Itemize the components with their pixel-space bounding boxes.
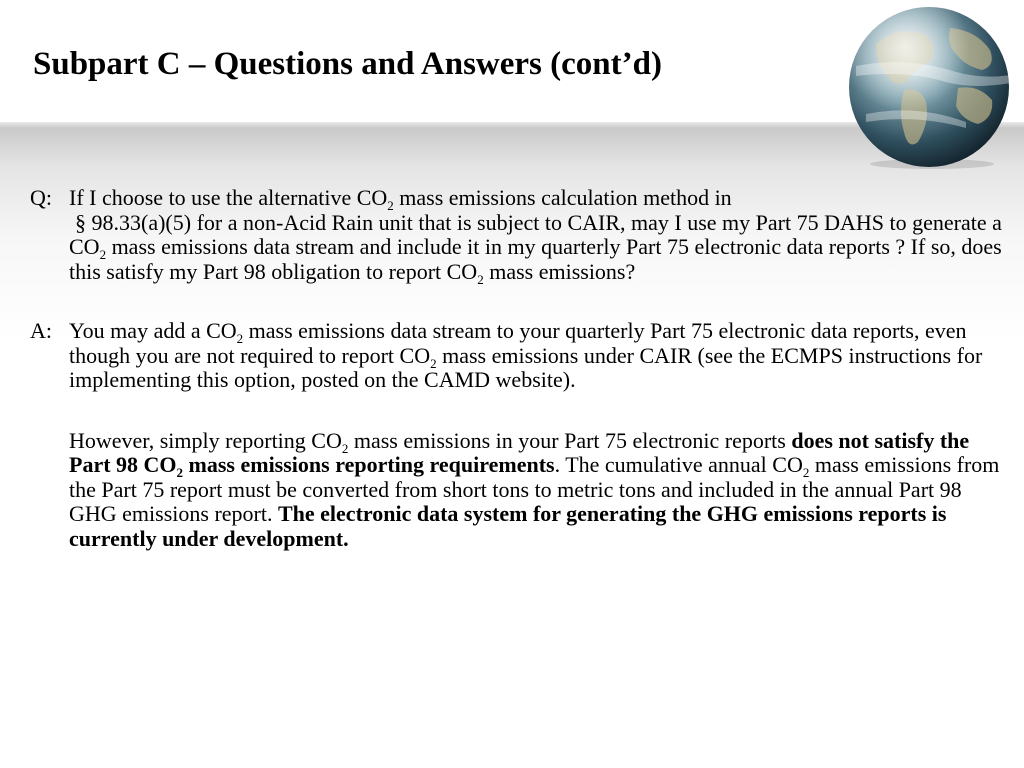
note-text: However, simply reporting CO — [69, 427, 342, 453]
note-text: mass emissions in your Part 75 electronic reports — [348, 427, 792, 453]
slide-title: Subpart C – Questions and Answers (cont’d) — [33, 46, 662, 82]
answer-text: mass emissions data stream to your quarterly Part 75 electronic data reports, even though you are not required to report CO — [69, 318, 967, 368]
subscript: 2 — [387, 198, 394, 213]
subscript: 2 — [176, 465, 184, 480]
subscript: 2 — [477, 271, 484, 287]
subscript: 2 — [99, 247, 107, 262]
subscript: 2 — [430, 355, 437, 371]
question-text: mass emissions? — [483, 258, 636, 284]
slide-content — [30, 186, 1010, 551]
question-text: mass emissions calculation method in — [393, 185, 732, 210]
subscript: 2 — [802, 465, 810, 480]
question-text: mass emissions data stream and include it in my quarterly Part 75 electronic data reports ? If so, does this satisfy my Part 98 obligation to report CO — [69, 234, 1002, 284]
answer-label: A: — [30, 318, 52, 343]
subscript: 2 — [236, 331, 244, 346]
note-emphasis-text: mass emissions reporting requirements — [183, 452, 555, 477]
answer-paragraph — [30, 319, 1010, 393]
question-paragraph — [30, 185, 1010, 287]
question-label: Q: — [30, 185, 52, 210]
note-emphasis-text: does not satisfy the Part 98 CO — [69, 427, 970, 477]
answer-text: You may add a CO — [69, 318, 237, 343]
answer-text: mass emissions under CAIR (see the ECMPS instructions for implementing this option, posted on the CAMD website). — [69, 342, 983, 392]
globe-image — [846, 4, 1012, 170]
question-text: If I choose to use the alternative CO — [69, 185, 388, 210]
subscript: 2 — [341, 440, 349, 456]
note-text: . The cumulative annual CO — [554, 452, 803, 477]
note-paragraph — [30, 429, 1010, 552]
note-text: mass emissions from the Part 75 report must be converted from short tons to metric tons and included in the annual Part 98 GHG emissions report. — [69, 452, 1000, 526]
question-text: § 98.33(a)(5) for a non-Acid Rain unit that is subject to CAIR, may I use my Part 75 DAHS to generate a CO — [69, 209, 1002, 259]
note-emphasis-text: The electronic data system for generating the GHG emissions reports is currently under development. — [69, 501, 947, 551]
